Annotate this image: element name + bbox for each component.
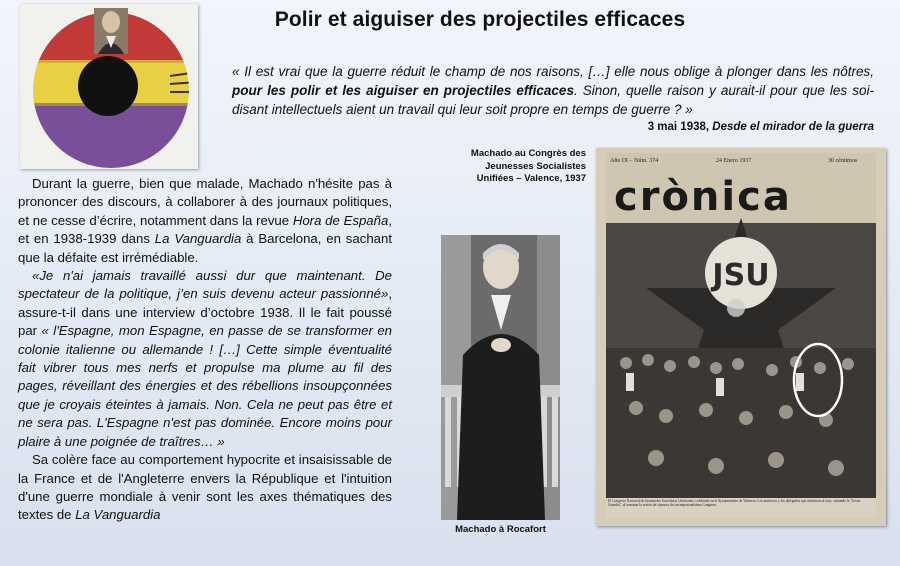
republic-flag-drawing [20,4,198,169]
magazine-footer-caption: El Congreso Nacional de Juventudes Socialistas Unificadas, celebrado en el Ayuntamiento de Valencia. Los ministros y los delegados que asistieron al acto, cantando la "Joven Guardia", al terminar la sesión de clausura de tan importantísimo Congreso. [608,499,861,508]
p2-quote-interview: «Je n'ai jamais travaillé aussi dur que maintenant. De spectateur de la politique, j’en suis devenu acteur passionné» [18,268,392,302]
page-title: Polir et aiguiser des projectiles efficaces [274,8,686,31]
quote-source [648,121,874,133]
caption-rocafort: Machado à Rocafort [455,524,546,535]
p3-text-a: Sa colère face au comportement hypocrite et insaisissable de la France et de l'Angleterre envers la République et l'intuition d'une guerre mondiale à venir sont les axes thématiques des textes de [18,452,392,523]
main-quote [232,62,874,119]
issue-number: Año IX – Núm. 374 [610,158,659,164]
cronica-magazine-cover [596,148,886,526]
journal-la-vanguardia-2: La Vanguardia [75,507,161,523]
photo-machado-rocafort [441,235,560,520]
issue-date: 24 Enero 1937 [716,158,752,164]
paragraph-3 [18,451,392,525]
magazine-cover-image [596,148,886,526]
quote-part-2: . Sinon, quelle raison y aurait-il pour que les soi-disant intellectuels aient un travail qui leur soit propre en temps de guerre ? » [232,83,874,117]
caption-congress: Machado au Congrès des Jeunesses Socialistes Unifiées – Valence, 1937 [470,148,586,184]
body-text [18,175,392,525]
jsu-emblem: JSU [712,258,770,293]
p2-text-a: , assure-t-il dans une interview d’octobre 1938. Il le fait poussé par [18,286,392,339]
p1-text-c: à Barcelona, en sachant que la défaite est irrémédiable. [18,231,392,265]
magazine-masthead: crònica [614,174,792,220]
quote-source-date: 3 mai 1938, [647,121,710,133]
journal-la-vanguardia: La Vanguardia [154,231,242,247]
paragraph-2 [18,267,392,451]
machado-rocafort-photo [441,235,560,520]
quote-part-1: « Il est vrai que la guerre réduit le champ de nos raisons, […] elle nous oblige à plonger dans les nôtres, [232,64,874,79]
quote-source-title: Desde el mirador de la guerra [712,121,874,133]
p2-quote-spain: « l'Espagne, mon Espagne, en passe de se transformer en colonie italienne ou allemande ! […] Cette simple éventualité fait vibrer tous mes nerfs et propulse ma plume au fil des pages, réveillant des énergies et des rébellions insoupçonnées que je croyais éteintes à jamais. Non. Cela ne peut pas être et ne sera pas. L'Espagne n'est pas dominée. Encore moins pour plaire à une poignée de traîtres… » [18,323,392,449]
flag-disc-illustration [20,4,198,169]
journal-hora-de-espana: Hora de España [292,212,389,228]
issue-price: 30 céntimos [828,158,858,164]
p1-text-a: Durant la guerre, bien que malade, Machado n'hésite pas à prononcer des discours, à collaborer à des journaux politiques, et ne cesse d’écrire, notamment dans la revue [18,176,392,228]
quote-bold-phrase: pour les polir et les aiguiser en projectiles efficaces [232,83,574,98]
paragraph-1 [18,175,392,267]
p1-text-b: , et en 1938-1939 dans [18,212,392,247]
